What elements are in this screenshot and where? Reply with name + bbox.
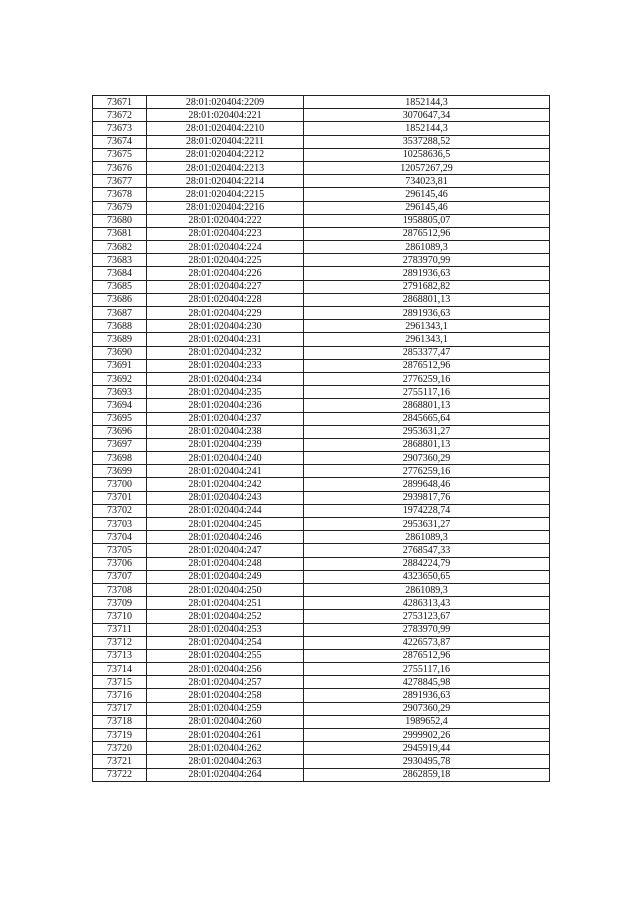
cadastral-number-cell: 28:01:020404:253 [147, 623, 304, 636]
table-row [93, 504, 550, 517]
row-number-cell: 73699 [93, 465, 147, 478]
cadastral-value-table [92, 95, 550, 782]
table-row [93, 201, 550, 214]
row-number-cell: 73679 [93, 201, 147, 214]
table-row [93, 676, 550, 689]
table-row [93, 254, 550, 267]
row-number-cell: 73713 [93, 649, 147, 662]
row-number-cell: 73694 [93, 399, 147, 412]
cadastral-number-cell: 28:01:020404:231 [147, 333, 304, 346]
cadastral-value-cell: 2907360,29 [304, 702, 550, 715]
cadastral-number-cell: 28:01:020404:223 [147, 227, 304, 240]
cadastral-number-cell: 28:01:020404:252 [147, 610, 304, 623]
table-row [93, 227, 550, 240]
table-row [93, 452, 550, 465]
cadastral-number-cell: 28:01:020404:2216 [147, 201, 304, 214]
cadastral-number-cell: 28:01:020404:2215 [147, 188, 304, 201]
table-row [93, 557, 550, 570]
table-row [93, 491, 550, 504]
cadastral-value-cell: 10258636,5 [304, 148, 550, 161]
row-number-cell: 73709 [93, 597, 147, 610]
table-row [93, 663, 550, 676]
table-row [93, 597, 550, 610]
cadastral-value-cell: 2961343,1 [304, 320, 550, 333]
cadastral-number-cell: 28:01:020404:262 [147, 742, 304, 755]
table-row [93, 188, 550, 201]
table-row [93, 518, 550, 531]
table-row [93, 412, 550, 425]
cadastral-number-cell: 28:01:020404:234 [147, 372, 304, 385]
table-row [93, 280, 550, 293]
cadastral-value-cell: 2776259,16 [304, 372, 550, 385]
table-row [93, 175, 550, 188]
cadastral-value-cell: 2876512,96 [304, 227, 550, 240]
table-row [93, 531, 550, 544]
table-row [93, 768, 550, 781]
cadastral-value-cell: 296145,46 [304, 201, 550, 214]
cadastral-value-cell: 2907360,29 [304, 452, 550, 465]
row-number-cell: 73717 [93, 702, 147, 715]
cadastral-value-cell: 3537288,52 [304, 135, 550, 148]
cadastral-number-cell: 28:01:020404:245 [147, 518, 304, 531]
cadastral-value-cell: 2999902,26 [304, 729, 550, 742]
cadastral-number-cell: 28:01:020404:260 [147, 715, 304, 728]
table-row [93, 702, 550, 715]
cadastral-value-cell: 2862859,18 [304, 768, 550, 781]
cadastral-value-cell: 2899648,46 [304, 478, 550, 491]
cadastral-number-cell: 28:01:020404:247 [147, 544, 304, 557]
row-number-cell: 73708 [93, 583, 147, 596]
row-number-cell: 73716 [93, 689, 147, 702]
row-number-cell: 73688 [93, 320, 147, 333]
table-row [93, 465, 550, 478]
table-row [93, 386, 550, 399]
row-number-cell: 73672 [93, 109, 147, 122]
cadastral-number-cell: 28:01:020404:246 [147, 531, 304, 544]
table-row [93, 96, 550, 109]
row-number-cell: 73697 [93, 438, 147, 451]
cadastral-value-cell: 2776259,16 [304, 465, 550, 478]
row-number-cell: 73683 [93, 254, 147, 267]
cadastral-number-cell: 28:01:020404:261 [147, 729, 304, 742]
row-number-cell: 73674 [93, 135, 147, 148]
row-number-cell: 73673 [93, 122, 147, 135]
row-number-cell: 73676 [93, 161, 147, 174]
cadastral-value-cell: 2753123,67 [304, 610, 550, 623]
table-row [93, 399, 550, 412]
table-row [93, 570, 550, 583]
cadastral-value-cell: 2845665,64 [304, 412, 550, 425]
row-number-cell: 73695 [93, 412, 147, 425]
table-row [93, 544, 550, 557]
cadastral-number-cell: 28:01:020404:229 [147, 307, 304, 320]
row-number-cell: 73702 [93, 504, 147, 517]
table-row [93, 742, 550, 755]
cadastral-number-cell: 28:01:020404:249 [147, 570, 304, 583]
cadastral-number-cell: 28:01:020404:242 [147, 478, 304, 491]
row-number-cell: 73711 [93, 623, 147, 636]
row-number-cell: 73691 [93, 359, 147, 372]
cadastral-value-cell: 2768547,33 [304, 544, 550, 557]
cadastral-number-cell: 28:01:020404:2211 [147, 135, 304, 148]
cadastral-value-cell: 2876512,96 [304, 359, 550, 372]
cadastral-number-cell: 28:01:020404:222 [147, 214, 304, 227]
row-number-cell: 73696 [93, 425, 147, 438]
row-number-cell: 73681 [93, 227, 147, 240]
cadastral-value-cell: 2853377,47 [304, 346, 550, 359]
cadastral-value-cell: 4286313,43 [304, 597, 550, 610]
cadastral-number-cell: 28:01:020404:233 [147, 359, 304, 372]
table-row [93, 241, 550, 254]
row-number-cell: 73712 [93, 636, 147, 649]
cadastral-number-cell: 28:01:020404:225 [147, 254, 304, 267]
cadastral-value-cell: 2861089,3 [304, 583, 550, 596]
cadastral-number-cell: 28:01:020404:237 [147, 412, 304, 425]
cadastral-number-cell: 28:01:020404:2214 [147, 175, 304, 188]
cadastral-number-cell: 28:01:020404:2210 [147, 122, 304, 135]
cadastral-number-cell: 28:01:020404:235 [147, 386, 304, 399]
cadastral-value-cell: 2755117,16 [304, 386, 550, 399]
table-row [93, 293, 550, 306]
row-number-cell: 73707 [93, 570, 147, 583]
table-row [93, 689, 550, 702]
cadastral-number-cell: 28:01:020404:230 [147, 320, 304, 333]
cadastral-value-cell: 2891936,63 [304, 689, 550, 702]
table-row [93, 478, 550, 491]
row-number-cell: 73701 [93, 491, 147, 504]
table-row [93, 109, 550, 122]
cadastral-number-cell: 28:01:020404:239 [147, 438, 304, 451]
cadastral-value-cell: 2884224,79 [304, 557, 550, 570]
cadastral-number-cell: 28:01:020404:227 [147, 280, 304, 293]
row-number-cell: 73686 [93, 293, 147, 306]
row-number-cell: 73689 [93, 333, 147, 346]
table-row [93, 333, 550, 346]
table-row [93, 307, 550, 320]
table-row [93, 649, 550, 662]
row-number-cell: 73698 [93, 452, 147, 465]
cadastral-value-cell: 296145,46 [304, 188, 550, 201]
cadastral-number-cell: 28:01:020404:232 [147, 346, 304, 359]
cadastral-value-cell: 2861089,3 [304, 241, 550, 254]
cadastral-number-cell: 28:01:020404:240 [147, 452, 304, 465]
table-row [93, 346, 550, 359]
table-row [93, 583, 550, 596]
cadastral-value-cell: 734023,81 [304, 175, 550, 188]
cadastral-number-cell: 28:01:020404:243 [147, 491, 304, 504]
table-row [93, 148, 550, 161]
cadastral-number-cell: 28:01:020404:257 [147, 676, 304, 689]
cadastral-value-cell: 2791682,82 [304, 280, 550, 293]
row-number-cell: 73678 [93, 188, 147, 201]
table-row [93, 135, 550, 148]
cadastral-value-cell: 1974228,74 [304, 504, 550, 517]
cadastral-value-cell: 4278845,98 [304, 676, 550, 689]
cadastral-value-cell: 2783970,99 [304, 623, 550, 636]
cadastral-value-cell: 1852144,3 [304, 122, 550, 135]
cadastral-number-cell: 28:01:020404:226 [147, 267, 304, 280]
cadastral-value-cell: 2868801,13 [304, 399, 550, 412]
table-row [93, 320, 550, 333]
row-number-cell: 73715 [93, 676, 147, 689]
table-row [93, 729, 550, 742]
cadastral-number-cell: 28:01:020404:2209 [147, 96, 304, 109]
row-number-cell: 73703 [93, 518, 147, 531]
cadastral-value-cell: 1958805,07 [304, 214, 550, 227]
row-number-cell: 73684 [93, 267, 147, 280]
row-number-cell: 73675 [93, 148, 147, 161]
cadastral-number-cell: 28:01:020404:244 [147, 504, 304, 517]
table-row [93, 122, 550, 135]
row-number-cell: 73720 [93, 742, 147, 755]
cadastral-value-cell: 2891936,63 [304, 307, 550, 320]
row-number-cell: 73721 [93, 755, 147, 768]
table-row [93, 372, 550, 385]
row-number-cell: 73700 [93, 478, 147, 491]
table-row [93, 359, 550, 372]
table-row [93, 161, 550, 174]
table-row [93, 267, 550, 280]
row-number-cell: 73680 [93, 214, 147, 227]
cadastral-number-cell: 28:01:020404:221 [147, 109, 304, 122]
cadastral-value-cell: 2861089,3 [304, 531, 550, 544]
cadastral-value-cell: 2945919,44 [304, 742, 550, 755]
table-body [93, 96, 550, 782]
cadastral-value-cell: 4226573,87 [304, 636, 550, 649]
row-number-cell: 73682 [93, 241, 147, 254]
row-number-cell: 73706 [93, 557, 147, 570]
table-row [93, 755, 550, 768]
row-number-cell: 73710 [93, 610, 147, 623]
cadastral-value-cell: 2953631,27 [304, 518, 550, 531]
cadastral-number-cell: 28:01:020404:248 [147, 557, 304, 570]
table-row [93, 425, 550, 438]
cadastral-number-cell: 28:01:020404:228 [147, 293, 304, 306]
cadastral-number-cell: 28:01:020404:2213 [147, 161, 304, 174]
cadastral-value-cell: 4323650,65 [304, 570, 550, 583]
cadastral-value-cell: 2939817,76 [304, 491, 550, 504]
cadastral-value-cell: 3070647,34 [304, 109, 550, 122]
table-row [93, 636, 550, 649]
table-row [93, 623, 550, 636]
row-number-cell: 73685 [93, 280, 147, 293]
row-number-cell: 73705 [93, 544, 147, 557]
cadastral-number-cell: 28:01:020404:241 [147, 465, 304, 478]
cadastral-number-cell: 28:01:020404:2212 [147, 148, 304, 161]
cadastral-number-cell: 28:01:020404:224 [147, 241, 304, 254]
table-row [93, 438, 550, 451]
row-number-cell: 73693 [93, 386, 147, 399]
cadastral-value-cell: 2868801,13 [304, 293, 550, 306]
cadastral-number-cell: 28:01:020404:251 [147, 597, 304, 610]
row-number-cell: 73692 [93, 372, 147, 385]
cadastral-value-cell: 2961343,1 [304, 333, 550, 346]
cadastral-number-cell: 28:01:020404:255 [147, 649, 304, 662]
row-number-cell: 73722 [93, 768, 147, 781]
cadastral-number-cell: 28:01:020404:258 [147, 689, 304, 702]
row-number-cell: 73719 [93, 729, 147, 742]
table-row [93, 715, 550, 728]
cadastral-number-cell: 28:01:020404:264 [147, 768, 304, 781]
row-number-cell: 73690 [93, 346, 147, 359]
table-row [93, 610, 550, 623]
cadastral-value-cell: 2868801,13 [304, 438, 550, 451]
row-number-cell: 73687 [93, 307, 147, 320]
cadastral-number-cell: 28:01:020404:256 [147, 663, 304, 676]
table-row [93, 214, 550, 227]
cadastral-value-cell: 2891936,63 [304, 267, 550, 280]
cadastral-number-cell: 28:01:020404:250 [147, 583, 304, 596]
row-number-cell: 73704 [93, 531, 147, 544]
cadastral-number-cell: 28:01:020404:259 [147, 702, 304, 715]
cadastral-value-cell: 1989652,4 [304, 715, 550, 728]
row-number-cell: 73671 [93, 96, 147, 109]
row-number-cell: 73677 [93, 175, 147, 188]
cadastral-number-cell: 28:01:020404:263 [147, 755, 304, 768]
row-number-cell: 73714 [93, 663, 147, 676]
row-number-cell: 73718 [93, 715, 147, 728]
cadastral-value-cell: 2876512,96 [304, 649, 550, 662]
cadastral-number-cell: 28:01:020404:238 [147, 425, 304, 438]
cadastral-value-cell: 12057267,29 [304, 161, 550, 174]
cadastral-value-cell: 2953631,27 [304, 425, 550, 438]
cadastral-number-cell: 28:01:020404:254 [147, 636, 304, 649]
cadastral-value-cell: 1852144,3 [304, 96, 550, 109]
cadastral-value-cell: 2755117,16 [304, 663, 550, 676]
cadastral-value-cell: 2930495,78 [304, 755, 550, 768]
cadastral-number-cell: 28:01:020404:236 [147, 399, 304, 412]
cadastral-value-cell: 2783970,99 [304, 254, 550, 267]
